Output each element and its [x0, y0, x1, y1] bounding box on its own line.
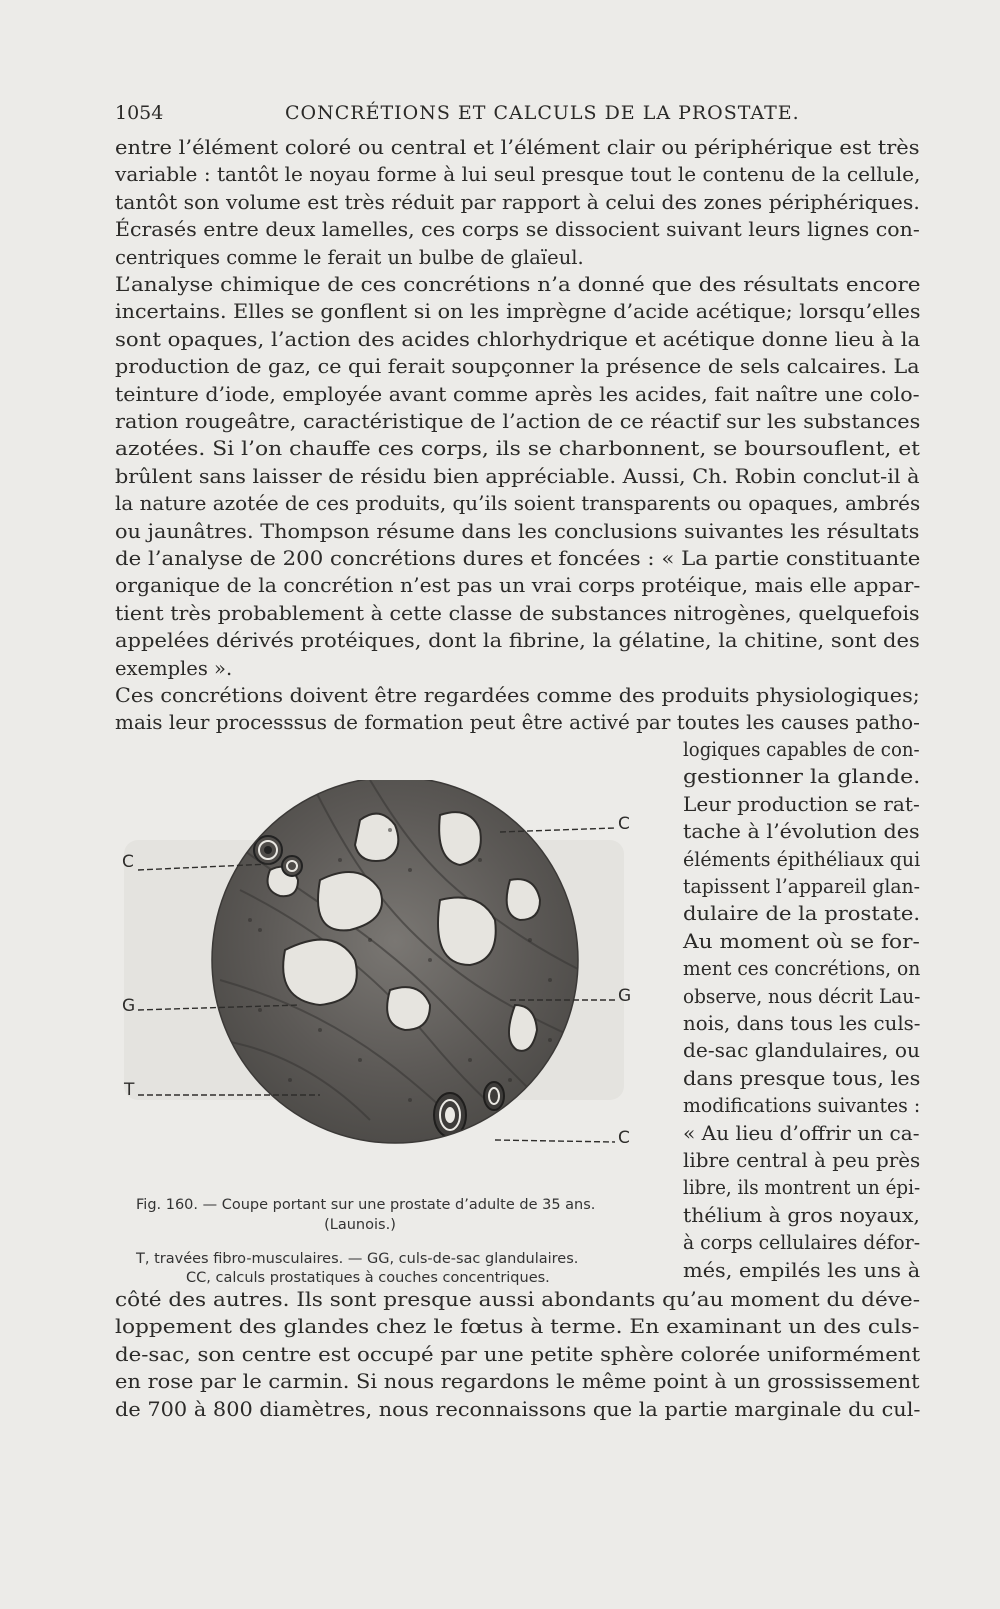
text-line: libre central à peu près	[683, 1149, 921, 1172]
text-line: sont opaques, l’action des acides chlorhydrique et acétique donne lieu à la	[115, 327, 921, 351]
text-line: entre l’élément coloré ou central et l’élément clair ou périphérique est très	[115, 136, 920, 159]
figure-label-g-right: G	[618, 986, 632, 1006]
page-number: 1054	[115, 102, 164, 124]
text-line: centriques comme le ferait un bulbe de glaïeul.	[115, 245, 584, 269]
figure-label-c-right-top: C	[618, 814, 630, 834]
text-line: exemples ».	[115, 656, 233, 680]
figure-label-t-left: T	[124, 1080, 135, 1100]
text-line: dulaire de la prostate.	[683, 902, 921, 926]
text-line: organique de la concrétion n’est pas un vrai corps protéique, mais elle appar-	[115, 574, 921, 598]
text-line: éléments épithéliaux qui	[683, 847, 921, 871]
text-line: en rose par le carmin. Si nous regardons le même point à un grossissement	[115, 1370, 920, 1394]
text-line: mais leur processsus de formation peut être activé par toutes les causes patho-	[115, 711, 920, 735]
tissue-section	[210, 780, 580, 1160]
text-line: à corps cellulaires défor-	[683, 1231, 921, 1255]
text-line: variable : tantôt le noyau forme à lui seul presque tout le contenu de la cellule,	[115, 163, 921, 187]
text-line: tapissent l’appareil glan-	[683, 875, 921, 898]
figure-label-g-left: G	[122, 996, 136, 1016]
text-line: nois, dans tous les culs-	[683, 1012, 921, 1035]
text-line: côté des autres. Ils sont presque aussi abondants qu’au moment du déve-	[115, 1288, 921, 1311]
text-line: Ces concrétions doivent être regardées comme des produits physiologiques;	[115, 684, 920, 707]
text-line: modifications suivantes :	[683, 1094, 921, 1118]
text-line: més, empilés les uns à	[683, 1258, 921, 1282]
text-line: Leur production se rat-	[683, 792, 920, 816]
text-line: ration rougeâtre, caractéristique de l’action de ce réactif sur les substances	[115, 410, 921, 433]
text-line: ou jaunâtres. Thompson résume dans les conclusions suivantes les résultats	[115, 519, 920, 543]
text-line: Au moment où se for-	[683, 929, 920, 953]
text-line: appelées dérivés protéiques, dont la fibrine, la gélatine, la chitine, sont des	[115, 629, 920, 653]
text-line: ment ces concrétions, on	[683, 957, 921, 981]
text-line: loppement des glandes chez le fœtus à terme. En examinant un des culs-	[115, 1315, 920, 1339]
text-line: teinture d’iode, employée avant comme après les acides, fait naître une colo-	[115, 382, 920, 406]
text-line: brûlent sans laisser de résidu bien appréciable. Aussi, Ch. Robin conclut-il à	[115, 464, 920, 488]
text-line: libre, ils montrent un épi-	[683, 1176, 921, 1200]
text-line: tache à l’évolution des	[683, 820, 920, 844]
figure-caption: Fig. 160. — Coupe portant sur une prostate d’adulte de 35 ans.	[136, 1197, 596, 1213]
text-line: production de gaz, ce qui ferait soupçonner la présence de sels calcaires. La	[115, 355, 920, 379]
text-line: de 700 à 800 diamètres, nous reconnaissons que la partie marginale du cul-	[115, 1397, 921, 1421]
text-line: incertains. Elles se gonflent si on les imprègne d’acide acétique; lorsqu’elles	[115, 300, 921, 324]
page-header	[115, 102, 930, 132]
text-line: de-sac glandulaires, ou	[683, 1039, 920, 1063]
text-line: observe, nous décrit Lau-	[683, 984, 921, 1008]
text-line: « Au lieu d’offrir un ca-	[683, 1121, 920, 1145]
micrograph-prostate-section	[110, 780, 670, 1180]
figure-legend-line-2: CC, calculs prostatiques à couches concentriques.	[186, 1270, 550, 1286]
text-line: gestionner la glande.	[683, 765, 921, 789]
text-line: logiques capables de con-	[683, 738, 920, 761]
text-line: L’analyse chimique de ces concrétions n’a donné que des résultats encore	[115, 273, 921, 296]
text-line: dans presque tous, les	[683, 1066, 921, 1090]
text-line: tantôt son volume est très réduit par rapport à celui des zones périphériques.	[115, 190, 920, 214]
figure-label-c-left: C	[122, 852, 134, 872]
text-line: de-sac, son centre est occupé par une petite sphère colorée uniformément	[115, 1342, 921, 1366]
text-line: azotées. Si l’on chauffe ces corps, ils se charbonnent, se boursouflent, et	[115, 437, 920, 461]
text-line: tient très probablement à cette classe de substances nitrogènes, quelquefois	[115, 601, 920, 625]
text-line: de l’analyse de 200 concrétions dures et foncées : « La partie constituante	[115, 547, 921, 570]
figure-label-c-right-bottom: C	[618, 1128, 630, 1148]
text-line: la nature azotée de ces produits, qu’ils soient transparents ou opaques, ambrés	[115, 492, 921, 516]
figure-160	[110, 780, 670, 1180]
text-line: thélium à gros noyaux,	[683, 1203, 920, 1227]
running-title: CONCRÉTIONS ET CALCULS DE LA PROSTATE.	[285, 102, 800, 124]
text-line: Écrasés entre deux lamelles, ces corps se dissocient suivant leurs lignes con-	[115, 218, 920, 242]
figure-caption-attribution: (Launois.)	[324, 1217, 396, 1233]
figure-legend-line-1: T, travées fibro-musculaires. — GG, culs-de-sac glandulaires.	[136, 1251, 579, 1267]
